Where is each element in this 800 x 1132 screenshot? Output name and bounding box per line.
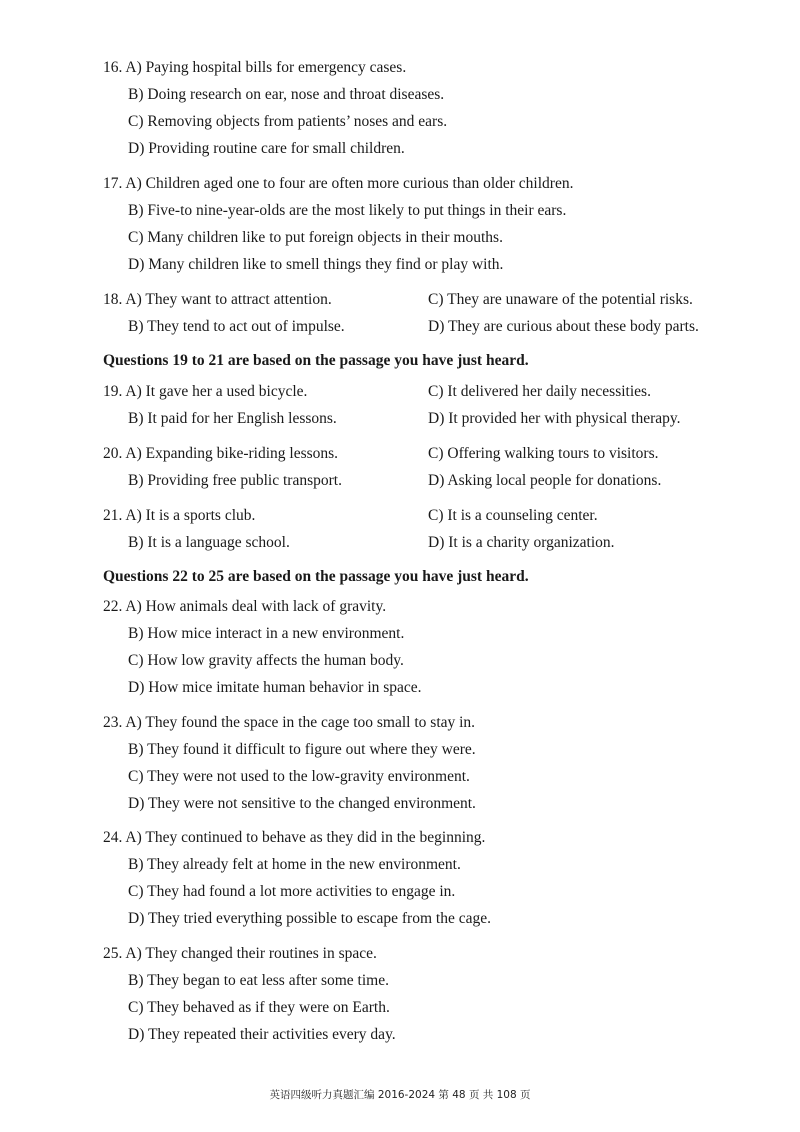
- q23-option-c: C) They were not used to the low-gravity environment.: [128, 768, 470, 785]
- q25-option-b: B) They began to eat less after some time.: [128, 972, 389, 989]
- q24-option-c: C) They had found a lot more activities to engage in.: [128, 883, 456, 900]
- q16-option-d: D) Providing routine care for small children.: [128, 140, 405, 157]
- q25-option-c: C) They behaved as if they were on Earth.: [128, 999, 390, 1016]
- q23-option-b: B) They found it difficult to figure out where they were.: [128, 741, 476, 758]
- section-heading-22-25: Questions 22 to 25 are based on the passage you have just heard.: [103, 568, 529, 585]
- q24-option-d: D) They tried everything possible to escape from the cage.: [128, 910, 491, 927]
- q17-option-b: B) Five-to nine-year-olds are the most likely to put things in their ears.: [128, 202, 567, 219]
- q16-option-b: B) Doing research on ear, nose and throat diseases.: [128, 86, 445, 103]
- q21-option-c: C) It is a counseling center.: [428, 507, 598, 524]
- q18-option-c: C) They are unaware of the potential risks.: [428, 291, 693, 308]
- q19-option-d: D) It provided her with physical therapy.: [428, 410, 681, 427]
- q23-option-a: 23. A) They found the space in the cage too small to stay in.: [103, 714, 476, 731]
- q22-option-c: C) How low gravity affects the human body.: [128, 652, 404, 669]
- q16-option-c: C) Removing objects from patients’ noses and ears.: [128, 113, 448, 130]
- q19-option-b: B) It paid for her English lessons.: [128, 410, 337, 427]
- q16-option-a: 16. A) Paying hospital bills for emergency cases.: [103, 59, 407, 76]
- q20-option-b: B) Providing free public transport.: [128, 472, 342, 489]
- q20-option-c: C) Offering walking tours to visitors.: [428, 445, 659, 462]
- q19-option-a: 19. A) It gave her a used bicycle.: [103, 383, 308, 400]
- q24-option-a: 24. A) They continued to behave as they did in the beginning.: [103, 829, 486, 846]
- q20-option-a: 20. A) Expanding bike-riding lessons.: [103, 445, 339, 462]
- q25-option-a: 25. A) They changed their routines in space.: [103, 945, 377, 962]
- q18-option-b: B) They tend to act out of impulse.: [128, 318, 345, 335]
- q19-option-c: C) It delivered her daily necessities.: [428, 383, 651, 400]
- q22-option-b: B) How mice interact in a new environment.: [128, 625, 405, 642]
- q22-option-a: 22. A) How animals deal with lack of gravity.: [103, 598, 387, 615]
- q17-option-d: D) Many children like to smell things they find or play with.: [128, 256, 504, 273]
- q22-option-d: D) How mice imitate human behavior in space.: [128, 679, 422, 696]
- q17-option-a: 17. A) Children aged one to four are often more curious than older children.: [103, 175, 574, 192]
- page-footer: 英语四级听力真题汇编 2016-2024 第 48 页 共 108 页: [269, 1089, 531, 1101]
- q18-option-d: D) They are curious about these body parts.: [428, 318, 699, 335]
- q25-option-d: D) They repeated their activities every day.: [128, 1026, 396, 1043]
- section-heading-19-21: Questions 19 to 21 are based on the passage you have just heard.: [103, 352, 529, 369]
- q20-option-d: D) Asking local people for donations.: [428, 472, 662, 489]
- q21-option-d: D) It is a charity organization.: [428, 534, 615, 551]
- q24-option-b: B) They already felt at home in the new environment.: [128, 856, 461, 873]
- q21-option-a: 21. A) It is a sports club.: [103, 507, 256, 524]
- q23-option-d: D) They were not sensitive to the changed environment.: [128, 795, 476, 812]
- q21-option-b: B) It is a language school.: [128, 534, 290, 551]
- q18-option-a: 18. A) They want to attract attention.: [103, 291, 332, 308]
- q17-option-c: C) Many children like to put foreign objects in their mouths.: [128, 229, 503, 246]
